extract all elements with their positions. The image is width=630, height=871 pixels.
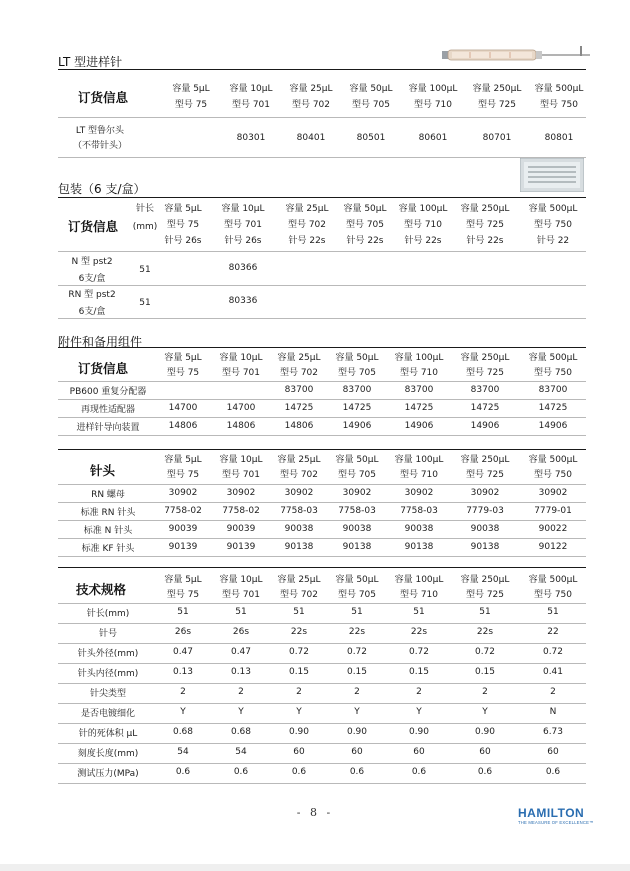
table-cell: 14906 xyxy=(342,421,372,431)
table-cell: 90122 xyxy=(538,542,568,552)
table-cell: 2 xyxy=(482,687,488,697)
column-header: 针号 22s xyxy=(288,236,326,246)
table-cell: 22s xyxy=(348,627,366,637)
table-cell: 2 xyxy=(180,687,186,697)
column-header: 容量 250μL xyxy=(460,575,510,585)
column-header: 型号 701 xyxy=(221,368,261,378)
table-cell: 0.68 xyxy=(172,727,194,737)
table-cell: 51 xyxy=(177,607,189,617)
column-header: 型号 705 xyxy=(337,590,377,600)
table-cell: 0.90 xyxy=(288,727,310,737)
table-cell: 22s xyxy=(410,627,428,637)
row-label: 再现性适配器 xyxy=(80,405,135,415)
column-header: 型号 705 xyxy=(337,470,377,480)
column-header: 型号 750 xyxy=(533,590,573,600)
table-cell: 0.15 xyxy=(288,667,310,677)
section-title-pack: 包装（6 支/盒） xyxy=(58,182,146,196)
table-cell: 0.13 xyxy=(230,667,252,677)
table-cell: 83700 xyxy=(342,385,372,395)
table-cell: 26s xyxy=(232,627,250,637)
column-header: 型号 701 xyxy=(221,470,261,480)
column-header: 容量 10μL xyxy=(229,84,273,94)
column-header: 型号 705 xyxy=(351,100,391,110)
order-info-label: 订货信息 xyxy=(68,219,119,234)
column-header: 容量 500μL xyxy=(528,204,578,214)
column-header: 容量 25μL xyxy=(289,84,333,94)
column-header: 容量 250μL xyxy=(460,204,510,214)
table-cell: 60 xyxy=(293,747,305,757)
table-cell: 0.6 xyxy=(233,767,249,777)
column-header: 型号 75 xyxy=(166,220,200,230)
table-cell: 14725 xyxy=(470,403,500,413)
table-cell: 7758-03 xyxy=(338,506,376,516)
column-header: 容量 500μL xyxy=(534,84,584,94)
column-header: 容量 5μL xyxy=(172,84,210,94)
column-header: 容量 100μL xyxy=(394,455,444,465)
row-label: 是否电镀细化 xyxy=(80,709,135,719)
header-divider xyxy=(58,603,586,604)
row-label: RN 螺母 xyxy=(91,490,125,500)
table-cell: 60 xyxy=(351,747,363,757)
table-cell: 14906 xyxy=(404,421,434,431)
table-cell: 7779-01 xyxy=(534,506,572,516)
table-cell: 60 xyxy=(479,747,491,757)
row-label: 针头内径(mm) xyxy=(77,669,139,679)
table-cell: 0.15 xyxy=(408,667,430,677)
column-header: 容量 10μL xyxy=(219,575,263,585)
column-header: 型号 705 xyxy=(345,220,385,230)
table-cell: 22s xyxy=(476,627,494,637)
row-divider xyxy=(58,520,586,521)
table-cell: 0.6 xyxy=(545,767,561,777)
table-cell: 80401 xyxy=(296,133,326,143)
row-label: 针头外径(mm) xyxy=(77,649,139,659)
column-header: 容量 25μL xyxy=(285,204,329,214)
column-header: 型号 702 xyxy=(279,590,319,600)
table-cell: 90039 xyxy=(168,524,198,534)
table-cell: 30902 xyxy=(342,488,372,498)
column-header: 型号 750 xyxy=(533,368,573,378)
table-cell: 0.90 xyxy=(474,727,496,737)
table-cell: 0.72 xyxy=(408,647,430,657)
row-label xyxy=(60,288,124,320)
row-label: 针号 xyxy=(98,629,117,639)
syringe-image xyxy=(440,44,600,64)
column-header: 容量 500μL xyxy=(528,575,578,585)
column-header: 容量 250μL xyxy=(460,353,510,363)
table-cell: 14725 xyxy=(284,403,314,413)
row-divider xyxy=(58,502,586,503)
table-cell: 80801 xyxy=(544,133,574,143)
column-header: 容量 250μL xyxy=(472,84,522,94)
table-cell: Y xyxy=(238,707,244,717)
row-divider xyxy=(58,763,586,764)
column-header: 型号 75 xyxy=(166,590,200,600)
section-title-lt: LT 型进样针 xyxy=(58,55,123,69)
column-header: 型号 750 xyxy=(539,100,579,110)
table-cell: 90139 xyxy=(168,542,198,552)
column-header: 针号 26s xyxy=(164,236,202,246)
table-cell: 14725 xyxy=(404,403,434,413)
needle-length-cell: 51 xyxy=(139,298,151,308)
table-cell: 80366 xyxy=(228,263,258,273)
row-divider xyxy=(58,643,586,644)
table-cell: 14700 xyxy=(226,403,256,413)
table-cell: 90038 xyxy=(284,524,314,534)
row-divider xyxy=(58,435,586,436)
table-cell: 6.73 xyxy=(542,727,564,737)
table-cell: 0.90 xyxy=(408,727,430,737)
table-cell: 2 xyxy=(416,687,422,697)
column-header: 容量 100μL xyxy=(408,84,458,94)
column-header: 针号 22s xyxy=(404,236,442,246)
table-cell: 7758-02 xyxy=(222,506,260,516)
header-divider xyxy=(58,117,586,118)
table-cell: 51 xyxy=(293,607,305,617)
row-label xyxy=(60,255,124,287)
table-cell: 14806 xyxy=(226,421,256,431)
table-cell: 0.90 xyxy=(346,727,368,737)
column-header: 型号 725 xyxy=(477,100,517,110)
table-cell: 30902 xyxy=(538,488,568,498)
table-cell: 2 xyxy=(354,687,360,697)
row-label-line: N 型 pst2 xyxy=(71,257,113,267)
table-cell: 51 xyxy=(479,607,491,617)
table-cell: Y xyxy=(354,707,360,717)
column-header: 容量 5μL xyxy=(164,353,202,363)
column-header: 容量 50μL xyxy=(335,353,379,363)
table-cell: 2 xyxy=(296,687,302,697)
table-cell: 90138 xyxy=(342,542,372,552)
column-header: 容量 10μL xyxy=(221,204,265,214)
table-cell: 7758-03 xyxy=(400,506,438,516)
column-header: 容量 50μL xyxy=(335,575,379,585)
section-end-divider xyxy=(58,157,586,158)
row-divider xyxy=(58,683,586,684)
column-header: 型号 750 xyxy=(533,220,573,230)
table-cell: 90139 xyxy=(226,542,256,552)
column-header: 容量 100μL xyxy=(394,575,444,585)
table-cell: 30902 xyxy=(168,488,198,498)
table-cell: 60 xyxy=(547,747,559,757)
table-cell: Y xyxy=(296,707,302,717)
table-cell: 2 xyxy=(550,687,556,697)
table-cell: 14806 xyxy=(168,421,198,431)
column-header: 型号 75 xyxy=(166,470,200,480)
row-label: 标准 N 针头 xyxy=(83,526,133,536)
column-header: 针号 26s xyxy=(224,236,262,246)
table-cell: 51 xyxy=(235,607,247,617)
section-title-accessories: 附件和备用组件 xyxy=(58,335,143,349)
row-label-line: 6支/盒 xyxy=(78,274,106,284)
table-cell: 83700 xyxy=(470,385,500,395)
table-cell: 0.6 xyxy=(411,767,427,777)
table-cell: 0.6 xyxy=(175,767,191,777)
table-cell: 0.13 xyxy=(172,667,194,677)
column-header: 容量 5μL xyxy=(164,575,202,585)
table-cell: 51 xyxy=(413,607,425,617)
column-header: 容量 50μL xyxy=(343,204,387,214)
column-header: 型号 701 xyxy=(221,590,261,600)
row-divider xyxy=(58,417,586,418)
row-label: 标准 KF 针头 xyxy=(81,544,135,554)
section-rule xyxy=(58,69,586,70)
row-divider xyxy=(58,556,586,557)
row-label: 针尖类型 xyxy=(89,689,126,699)
column-header: 型号 710 xyxy=(399,368,439,378)
table-cell: 90039 xyxy=(226,524,256,534)
table-cell: 2 xyxy=(238,687,244,697)
needle-length-cell: 51 xyxy=(139,265,151,275)
table-cell: 30902 xyxy=(470,488,500,498)
row-divider xyxy=(58,399,586,400)
column-header: 型号 710 xyxy=(399,470,439,480)
column-header: 型号 702 xyxy=(287,220,327,230)
row-label: 测试压力(MPa) xyxy=(77,769,139,779)
section-rule xyxy=(58,347,586,348)
column-header: 容量 5μL xyxy=(164,204,202,214)
header-divider xyxy=(58,484,586,485)
column-header: 容量 100μL xyxy=(398,204,448,214)
column-header: 容量 10μL xyxy=(219,353,263,363)
table-cell: 26s xyxy=(174,627,192,637)
table-cell: 90038 xyxy=(470,524,500,534)
column-header: 容量 50μL xyxy=(335,455,379,465)
row-divider xyxy=(58,623,586,624)
column-header: 型号 705 xyxy=(337,368,377,378)
table-cell: 83700 xyxy=(284,385,314,395)
column-header: 容量 5μL xyxy=(164,455,202,465)
table-cell: 0.68 xyxy=(230,727,252,737)
table-cell: N xyxy=(549,707,557,717)
column-header: 型号 702 xyxy=(291,100,331,110)
row-label-lt-luer: LT 型鲁尔头 （不带针头） xyxy=(72,126,127,151)
row-label: PB600 重复分配器 xyxy=(69,387,147,397)
table-cell: 0.15 xyxy=(346,667,368,677)
table-cell: 0.41 xyxy=(542,667,564,677)
column-header: 容量 25μL xyxy=(277,575,321,585)
syringe-box-image xyxy=(520,158,584,192)
order-info-label: 订货信息 xyxy=(78,361,129,376)
column-header: 型号 725 xyxy=(465,368,505,378)
table-cell: 80336 xyxy=(228,296,258,306)
table-cell: 80601 xyxy=(418,133,448,143)
table-cell: 22 xyxy=(547,627,559,637)
column-header: 型号 710 xyxy=(403,220,443,230)
column-header: 型号 725 xyxy=(465,470,505,480)
table-cell: 7758-02 xyxy=(164,506,202,516)
page-number: - 8 - xyxy=(296,806,334,819)
column-header: 型号 710 xyxy=(399,590,439,600)
table-cell: 90138 xyxy=(404,542,434,552)
table-cell: 54 xyxy=(235,747,247,757)
column-header: 型号 701 xyxy=(231,100,271,110)
needle-table-label: 针头 xyxy=(90,463,116,478)
table-cell: 90022 xyxy=(538,524,568,534)
table-cell: 80301 xyxy=(236,133,266,143)
table-cell: 0.15 xyxy=(474,667,496,677)
column-header: 型号 701 xyxy=(223,220,263,230)
table-cell: 0.72 xyxy=(288,647,310,657)
table-cell: 14725 xyxy=(538,403,568,413)
table-cell: 0.47 xyxy=(172,647,194,657)
column-header: 针号 22s xyxy=(346,236,384,246)
table-cell: 80501 xyxy=(356,133,386,143)
section-rule xyxy=(58,449,586,450)
table-cell: 54 xyxy=(177,747,189,757)
row-divider xyxy=(58,743,586,744)
column-header: 针号 22s xyxy=(466,236,504,246)
table-cell: 14725 xyxy=(342,403,372,413)
spec-table-label: 技术规格 xyxy=(76,582,127,597)
column-header: 型号 75 xyxy=(174,100,208,110)
header-divider xyxy=(58,381,586,382)
table-cell: 90038 xyxy=(342,524,372,534)
column-header: 型号 75 xyxy=(166,368,200,378)
table-cell: 14906 xyxy=(470,421,500,431)
column-header: 型号 725 xyxy=(465,220,505,230)
order-info-label: 订货信息 xyxy=(78,90,129,105)
row-divider xyxy=(58,723,586,724)
table-cell: 30902 xyxy=(404,488,434,498)
row-divider xyxy=(58,318,586,319)
table-cell: 0.72 xyxy=(346,647,368,657)
row-divider xyxy=(58,783,586,784)
column-header: 容量 25μL xyxy=(277,455,321,465)
table-cell: 0.72 xyxy=(474,647,496,657)
header-divider xyxy=(58,251,586,252)
row-label: 标准 RN 针头 xyxy=(80,508,136,518)
column-header: 容量 50μL xyxy=(349,84,393,94)
column-header: 型号 725 xyxy=(465,590,505,600)
column-header: 容量 250μL xyxy=(460,455,510,465)
row-label: 进样针导向装置 xyxy=(76,423,140,433)
table-cell: 14700 xyxy=(168,403,198,413)
row-label: 刻度长度(mm) xyxy=(77,749,139,759)
table-cell: 0.6 xyxy=(291,767,307,777)
table-cell: 80701 xyxy=(482,133,512,143)
row-divider xyxy=(58,538,586,539)
table-cell: 7758-03 xyxy=(280,506,318,516)
row-label-line: RN 型 pst2 xyxy=(68,290,116,300)
column-header: 型号 710 xyxy=(413,100,453,110)
table-cell: 30902 xyxy=(226,488,256,498)
table-cell: Y xyxy=(482,707,488,717)
section-rule xyxy=(58,567,586,568)
row-label: 针的死体积 μL xyxy=(78,729,138,739)
section-rule xyxy=(58,197,586,198)
table-cell: 83700 xyxy=(404,385,434,395)
column-header: 型号 702 xyxy=(279,368,319,378)
needle-length-header: 针长 (mm) xyxy=(132,204,158,232)
table-cell: 51 xyxy=(547,607,559,617)
column-header: 针号 22 xyxy=(536,236,570,246)
table-cell: 83700 xyxy=(538,385,568,395)
row-divider xyxy=(58,663,586,664)
row-divider xyxy=(58,703,586,704)
row-divider xyxy=(58,285,586,286)
table-cell: 90138 xyxy=(284,542,314,552)
table-cell: Y xyxy=(180,707,186,717)
column-header: 容量 10μL xyxy=(219,455,263,465)
bottom-band xyxy=(0,864,630,871)
column-header: 型号 750 xyxy=(533,470,573,480)
table-cell: 60 xyxy=(413,747,425,757)
hamilton-tagline: THE MEASURE OF EXCELLENCE™ xyxy=(518,820,594,825)
table-cell: 0.72 xyxy=(542,647,564,657)
table-cell: 0.47 xyxy=(230,647,252,657)
table-cell: 7779-03 xyxy=(466,506,504,516)
table-cell: 14906 xyxy=(538,421,568,431)
column-header: 容量 25μL xyxy=(277,353,321,363)
table-cell: 0.6 xyxy=(349,767,365,777)
table-cell: 22s xyxy=(290,627,308,637)
table-cell: Y xyxy=(416,707,422,717)
table-cell: 30902 xyxy=(284,488,314,498)
table-cell: 0.6 xyxy=(477,767,493,777)
column-header: 容量 500μL xyxy=(528,455,578,465)
table-cell: 90138 xyxy=(470,542,500,552)
column-header: 容量 100μL xyxy=(394,353,444,363)
column-header: 容量 500μL xyxy=(528,353,578,363)
row-label: 针长(mm) xyxy=(86,609,130,619)
table-cell: 90038 xyxy=(404,524,434,534)
hamilton-logo: HAMILTON xyxy=(518,806,585,820)
column-header: 型号 702 xyxy=(279,470,319,480)
table-cell: 51 xyxy=(351,607,363,617)
row-label-line: 6支/盒 xyxy=(78,307,106,317)
table-cell: 14806 xyxy=(284,421,314,431)
